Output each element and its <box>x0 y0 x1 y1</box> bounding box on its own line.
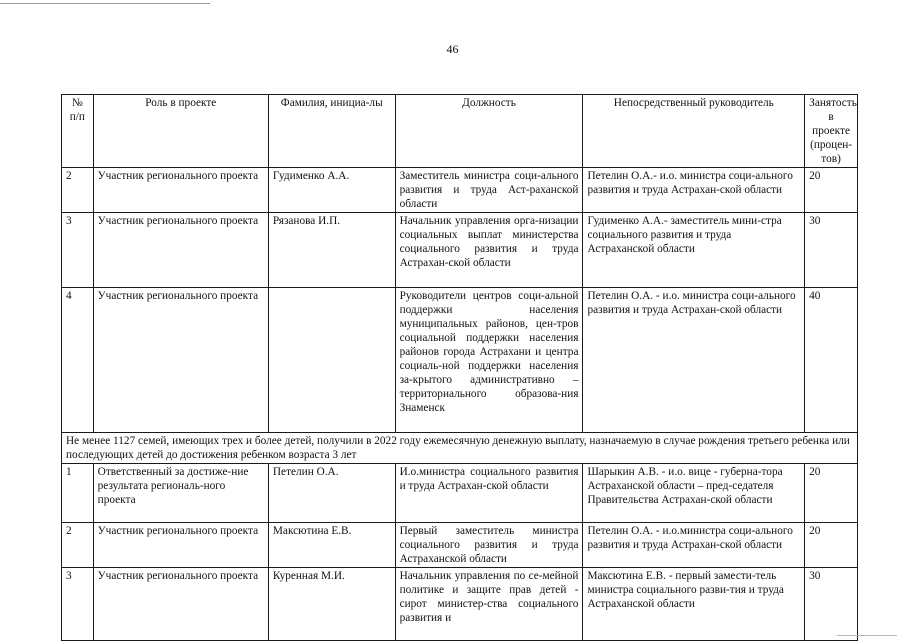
cell-name: Максютина Е.В. <box>268 523 395 568</box>
header-name: Фамилия, инициа-лы <box>268 95 395 168</box>
table-row <box>62 568 858 641</box>
cell-number: 3 <box>62 568 94 641</box>
cell-role: Ответственный за достиже-ние результата региональ-ного проекта <box>93 464 268 523</box>
cell-name: Петелин О.А. <box>268 464 395 523</box>
cell-position: Начальник управления орга-низации социальных выплат министерства социального развития и труда Астрахан-ской области <box>395 213 583 288</box>
cell-supervisor: Гудименко А.А.- заместитель мини-стра социального развития и труда Астраханской области <box>583 213 805 288</box>
cell-workload: 20 <box>805 523 858 568</box>
cell-name: Куренная М.И. <box>268 568 395 641</box>
cell-supervisor: Петелин О.А. - и.о.министра соци-ального развития и труда Астрахан-ской области <box>583 523 805 568</box>
cell-workload: 30 <box>805 213 858 288</box>
cell-supervisor: Шарыкин А.В. - и.о. вице - губерна-тора Астраханской области – пред-седателя Правительства Астрахан-ской области <box>583 464 805 523</box>
cell-name <box>268 288 395 433</box>
cell-position: И.о.министра социального развития и труда Астрахан-ской области <box>395 464 583 523</box>
cell-number: 1 <box>62 464 94 523</box>
table-header-row <box>62 95 858 168</box>
header-supervisor: Непосредственный руководитель <box>583 95 805 168</box>
cell-role: Участник регионального проекта <box>93 523 268 568</box>
scan-artifact-bottom <box>837 635 897 636</box>
cell-position: Руководители центров соци-альной поддержки населения муниципальных районов, цен-тров социальной поддержки населения районов города Астрахани и центра социаль-ной поддержки населения за-крытого административно – территориального образова-ния Знаменск <box>395 288 583 433</box>
header-position: Должность <box>395 95 583 168</box>
cell-number: 4 <box>62 288 94 433</box>
table-row <box>62 523 858 568</box>
cell-name: Гудименко А.А. <box>268 168 395 213</box>
cell-supervisor: Петелин О.А.- и.о. министра соци-ального развития и труда Астрахан-ской области <box>583 168 805 213</box>
cell-position: Заместитель министра соци-ального развития и труда Аст-раханской области <box>395 168 583 213</box>
table-row <box>62 464 858 523</box>
cell-role: Участник регионального проекта <box>93 288 268 433</box>
cell-role: Участник регионального проекта <box>93 168 268 213</box>
header-workload: Занятость в проекте (процен-тов) <box>805 95 858 168</box>
cell-role: Участник регионального проекта <box>93 568 268 641</box>
page-number: 46 <box>446 42 459 56</box>
header-number: № п/п <box>62 95 94 168</box>
cell-supervisor: Максютина Е.В. - первый замести-тель министра социального разви-тия и труда Астраханской области <box>583 568 805 641</box>
cell-supervisor: Петелин О.А. - и.о. министра соци-ального развития и труда Астрахан-ской области <box>583 288 805 433</box>
cell-number: 2 <box>62 168 94 213</box>
scan-artifact-top <box>0 3 210 4</box>
cell-role: Участник регионального проекта <box>93 213 268 288</box>
cell-workload: 40 <box>805 288 858 433</box>
cell-workload: 30 <box>805 568 858 641</box>
cell-number: 3 <box>62 213 94 288</box>
cell-name: Рязанова И.П. <box>268 213 395 288</box>
cell-number: 2 <box>62 523 94 568</box>
cell-workload: 20 <box>805 464 858 523</box>
table-row <box>62 213 858 288</box>
header-role: Роль в проекте <box>93 95 268 168</box>
project-team-table <box>61 94 858 641</box>
cell-position: Начальник управления по се-мейной политике и защите прав детей - сирот министер-ства социального развития и <box>395 568 583 641</box>
table-row <box>62 288 858 433</box>
cell-position: Первый заместитель министра социального развития и труда Астраханской области <box>395 523 583 568</box>
cell-workload: 20 <box>805 168 858 213</box>
section-result-text: Не менее 1127 семей, имеющих трех и более детей, получили в 2022 году ежемесячную денежную выплату, назначаемую в случае рождения третьего ребенка или последующих детей до достижения ребенком возраста 3 лет <box>62 433 858 464</box>
section-row <box>62 433 858 464</box>
table-row <box>62 168 858 213</box>
